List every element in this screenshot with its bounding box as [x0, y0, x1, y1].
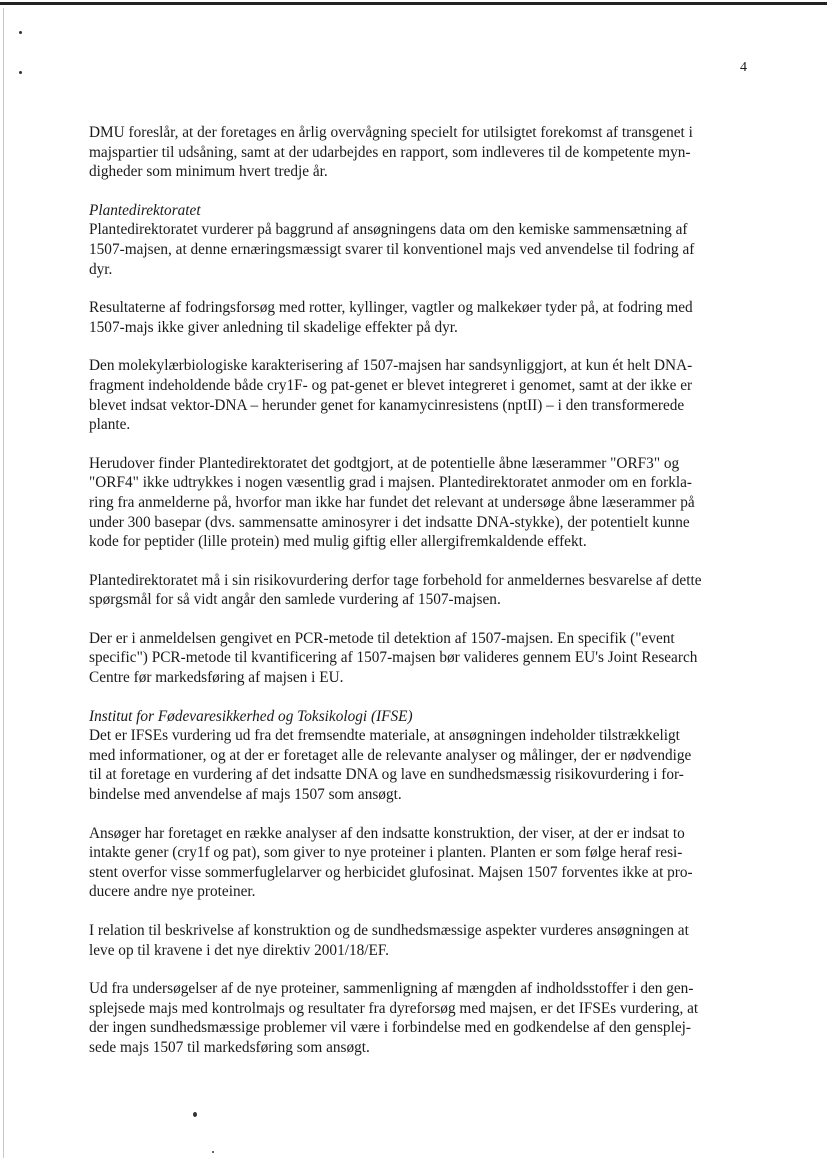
text-line: under 300 basepar (dvs. sammensatte aminosyrer i det indsatte DNA-stykke), der potentielt kunne	[89, 513, 690, 531]
scan-left-edge	[3, 8, 4, 1158]
text-line: plante.	[89, 416, 131, 434]
text-line: intakte gener (cry1f og pat), som giver to nye proteiner i planten. Planten er som følge heraf resi-	[89, 844, 683, 862]
paragraph-gap	[89, 805, 754, 824]
section-heading: Plantedirektoratet	[89, 201, 201, 219]
text-line: bindelse med anvendelse af majs 1507 som ansøgt.	[89, 786, 402, 804]
text-line: Der er i anmeldelsen gengivet en PCR-metode til detektion af 1507-majsen. En specifik ("event	[89, 629, 675, 647]
scan-speck	[212, 1151, 214, 1153]
text-line: Centre før markedsføring af majsen i EU.	[89, 669, 344, 687]
document-body	[89, 123, 754, 1058]
paragraph-gap	[89, 337, 754, 356]
scan-speck	[19, 31, 22, 34]
text-line: der ingen sundhedsmæssige problemer vil være i forbindelse med en godkendelse af den gensplej-	[89, 1019, 691, 1037]
text-line: "ORF4" ikke udtrykkes i nogen væsentlig grad i majsen. Plantedirektoratet anmoder om en forkla-	[89, 474, 692, 492]
paragraph-gap	[89, 552, 754, 571]
text-line: digheder som minimum hvert tredje år.	[89, 163, 328, 181]
paragraph	[89, 571, 754, 610]
scan-speck	[193, 1112, 197, 1117]
text-line: blevet indsat vektor-DNA – herunder genet for kanamycinresistens (nptII) – i den transformerede	[89, 396, 685, 414]
text-line: fragment indeholdende både cry1F- og pat-genet er blevet integreret i genomet, samt at der ikke er	[89, 376, 693, 394]
paragraph	[89, 454, 754, 552]
paragraph	[89, 921, 754, 960]
text-line: Resultaterne af fodringsforsøg med rotter, kyllinger, vagtler og malkekøer tyder på, at fodring med	[89, 299, 693, 317]
text-line: spørgsmål for så vidt angår den samlede vurdering af 1507-majsen.	[89, 591, 501, 609]
text-line: Herudover finder Plantedirektoratet det godtgjort, at de potentielle åbne læserammer "ORF3" og	[89, 454, 680, 472]
text-line: Den molekylærbiologiske karakterisering af 1507-majsen har sandsynliggjort, at kun ét helt DNA-	[89, 357, 693, 375]
paragraph	[89, 298, 754, 337]
paragraph	[89, 356, 754, 434]
text-line: 1507-majsen, at denne ernæringsmæssigt svarer til konventionel majs ved anvendelse til fodring af	[89, 240, 695, 258]
paragraph-gap	[89, 435, 754, 454]
paragraph	[89, 201, 754, 279]
text-line: Plantedirektoratet vurderer på baggrund af ansøgningens data om den kemiske sammensætning af	[89, 221, 688, 239]
section-heading: Institut for Fødevaresikkerhed og Toksikologi (IFSE)	[89, 707, 413, 725]
text-line: stent overfor visse sommerfuglelarver og herbicidet glufosinat. Majsen 1507 forventes ikke at pro-	[89, 863, 693, 881]
text-line: specific") PCR-metode til kvantificering af 1507-majsen bør valideres gennem EU's Joint Research	[89, 649, 698, 667]
paragraph-gap	[89, 960, 754, 979]
text-line: kode for peptider (lille protein) med mulig giftig eller allergifremkaldende effekt.	[89, 533, 587, 551]
paragraph-gap	[89, 902, 754, 921]
paragraph-gap	[89, 279, 754, 298]
paragraph-gap	[89, 688, 754, 707]
text-line: 1507-majs ikke giver anledning til skadelige effekter på dyr.	[89, 318, 458, 336]
paragraph	[89, 707, 754, 805]
paragraph	[89, 979, 754, 1057]
text-line: Det er IFSEs vurdering ud fra det fremsendte materiale, at ansøgningen indeholder tilstrækkeligt	[89, 727, 680, 745]
text-line: sede majs 1507 til markedsføring som ansøgt.	[89, 1038, 370, 1056]
text-line: med informationer, og at der er foretaget alle de relevante analyser og målinger, der er nødvendige	[89, 746, 692, 764]
text-line: splejsede majs med kontrolmajs og resultater fra dyreforsøg med majsen, er det IFSEs vurdering, at	[89, 999, 699, 1017]
text-line: DMU foreslår, at der foretages en årlig overvågning specielt for utilsigtet forekomst af transgenet i	[89, 124, 693, 141]
page-number: 4	[740, 60, 747, 75]
text-line: Ud fra undersøgelser af de nye proteiner, sammenligning af mængden af indholdsstoffer i den gen-	[89, 980, 694, 998]
text-line: leve op til kravene i det nye direktiv 2001/18/EF.	[89, 941, 389, 959]
paragraph	[89, 629, 754, 688]
text-line: Ansøger har foretaget en række analyser af den indsatte konstruktion, der viser, at der er indsat to	[89, 824, 685, 842]
text-line: I relation til beskrivelse af konstruktion og de sundhedsmæssige aspekter vurderes ansøgningen at	[89, 922, 689, 939]
scan-top-border	[0, 2, 827, 5]
paragraph	[89, 824, 754, 902]
text-line: majspartier til udsåning, samt at der udarbejdes en rapport, som indleveres til de kompetente myn-	[89, 143, 691, 161]
paragraph	[89, 123, 754, 182]
text-line: ducere andre nye proteiner.	[89, 883, 256, 901]
text-line: dyr.	[89, 260, 113, 278]
text-line: Plantedirektoratet må i sin risikovurdering derfor tage forbehold for anmeldernes besvarelse af dette	[89, 571, 702, 589]
paragraph-gap	[89, 610, 754, 629]
scan-speck	[19, 71, 22, 74]
text-line: til at foretage en vurdering af det indsatte DNA og lave en sundhedsmæssig risikovurdering i for-	[89, 766, 684, 784]
text-line: ring fra anmelderne på, hvorfor man ikke har fundet det relevant at undersøge åbne læserammer på	[89, 493, 695, 511]
paragraph-gap	[89, 182, 754, 201]
